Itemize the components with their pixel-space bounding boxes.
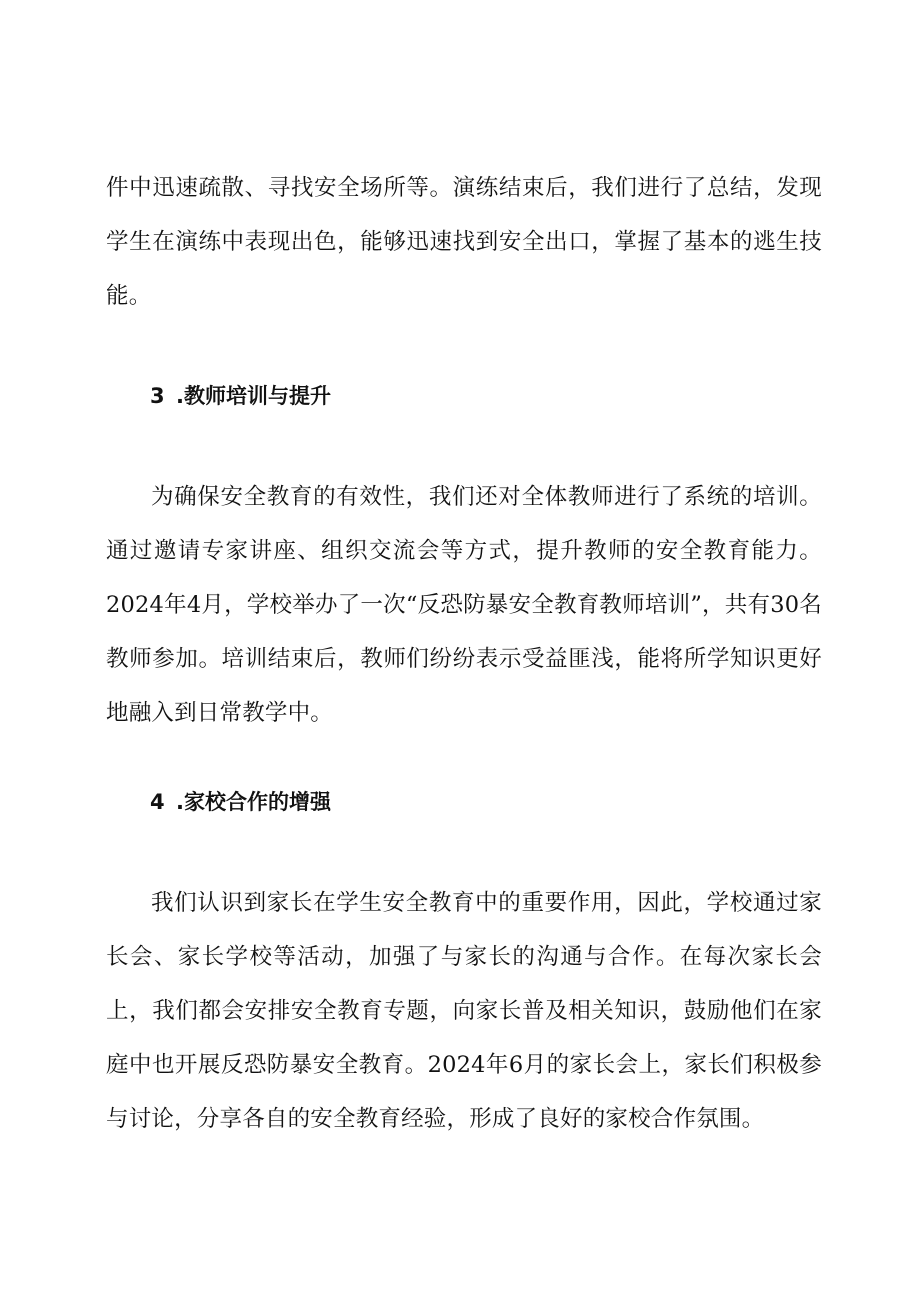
section-title: .教师培训与提升 bbox=[176, 384, 331, 408]
paragraph-teacher-training: 为确保安全教育的有效性，我们还对全体教师进行了系统的培训。通过邀请专家讲座、组织交流会等方式，提升教师的安全教育能力。2024年4月，学校举办了一次“反恐防暴安全教育教师培训”，共有30名教师参加。培训结束后，教师们纷纷表示受益匪浅，能将所学知识更好地融入到日常教学中。 bbox=[106, 484, 822, 726]
section-number: 3 bbox=[150, 384, 165, 408]
section-title: .家校合作的增强 bbox=[176, 790, 331, 814]
paragraph-drill-summary: 件中迅速疏散、寻找安全场所等。演练结束后，我们进行了总结，发现学生在演练中表现出色，能够迅速找到安全出口，掌握了基本的逃生技能。 bbox=[106, 175, 822, 309]
paragraph-home-school: 我们认识到家长在学生安全教育中的重要作用，因此，学校通过家长会、家长学校等活动，加强了与家长的沟通与合作。在每次家长会上，我们都会安排安全教育专题，向家长普及相关知识，鼓励他们在家庭中也开展反恐防暴安全教育。2024年6月的家长会上，家长们积极参与讨论，分享各自的安全教育经验，形成了良好的家校合作氛围。 bbox=[106, 890, 822, 1132]
section-heading-teacher-training bbox=[150, 381, 331, 411]
section-number: 4 bbox=[150, 790, 165, 814]
section-heading-home-school bbox=[150, 787, 331, 817]
